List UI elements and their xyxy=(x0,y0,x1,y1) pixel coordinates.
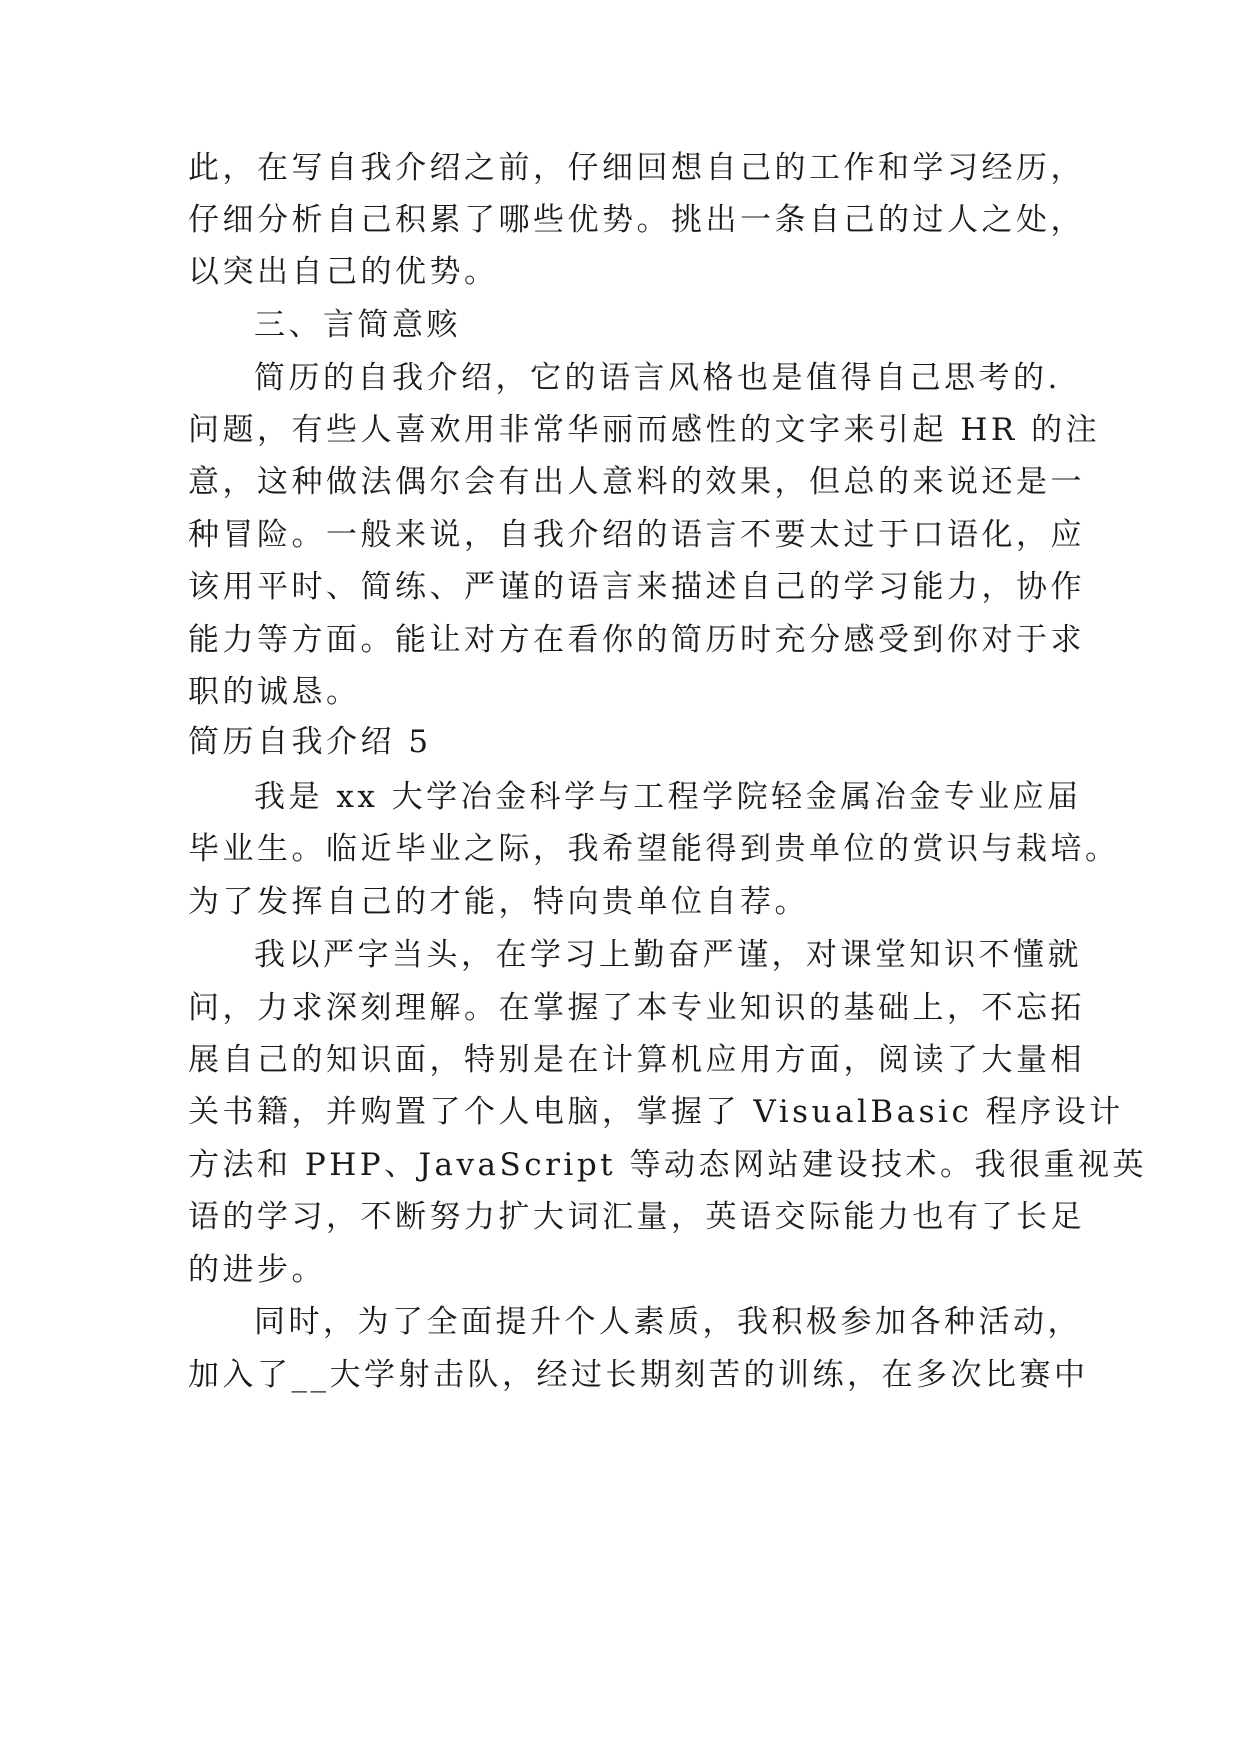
body-text-line: 问题，有些人喜欢用非常华丽而感性的文字来引起 HR 的注 xyxy=(188,412,1101,448)
body-text-line: 以突出自己的优势。 xyxy=(188,254,499,290)
body-text-line: 展自己的知识面，特别是在计算机应用方面，阅读了大量相 xyxy=(188,1042,1085,1078)
body-text-line: 我以严字当头，在学习上勤奋严谨，对课堂知识不懂就 xyxy=(254,937,1082,973)
body-text-line: 能力等方面。能让对方在看你的简历时充分感受到你对于求 xyxy=(188,622,1085,658)
body-text-line: 方法和 PHP、JavaScript 等动态网站建设技术。我很重视英 xyxy=(188,1147,1147,1183)
body-text-line: 的进步。 xyxy=(188,1252,326,1288)
body-text-line: 仔细分析自己积累了哪些优势。挑出一条自己的过人之处， xyxy=(188,202,1085,238)
body-text-line: 种冒险。一般来说，自我介绍的语言不要太过于口语化，应 xyxy=(188,517,1085,553)
body-text-line: 此，在写自我介绍之前，仔细回想自己的工作和学习经历， xyxy=(188,150,1085,186)
body-text-line: 问，力求深刻理解。在掌握了本专业知识的基础上，不忘拓 xyxy=(188,990,1085,1026)
body-text-line: 我是 xx 大学冶金科学与工程学院轻金属冶金专业应届 xyxy=(254,779,1082,815)
body-text-line: 关书籍，并购置了个人电脑，掌握了 VisualBasic 程序设计 xyxy=(188,1094,1124,1130)
article-title: 简历自我介绍 5 xyxy=(188,724,432,760)
body-text-line: 简历的自我介绍，它的语言风格也是值得自己思考的. xyxy=(254,360,1061,396)
body-text-line: 同时，为了全面提升个人素质，我积极参加各种活动， xyxy=(254,1304,1082,1340)
body-text-line: 意，这种做法偶尔会有出人意料的效果，但总的来说还是一 xyxy=(188,464,1085,500)
body-text-line: 为了发挥自己的才能，特向贵单位自荐。 xyxy=(188,884,809,920)
body-text-line: 毕业生。临近毕业之际，我希望能得到贵单位的赏识与栽培。 xyxy=(188,831,1120,867)
section-heading: 三、言简意赅 xyxy=(254,307,461,343)
body-text-line: 加入了__大学射击队，经过长期刻苦的训练，在多次比赛中 xyxy=(188,1357,1089,1393)
body-text-line: 职的诚恳。 xyxy=(188,674,361,710)
body-text-line: 该用平时、简练、严谨的语言来描述自己的学习能力，协作 xyxy=(188,569,1085,605)
body-text-line: 语的学习，不断努力扩大词汇量，英语交际能力也有了长足 xyxy=(188,1199,1085,1235)
